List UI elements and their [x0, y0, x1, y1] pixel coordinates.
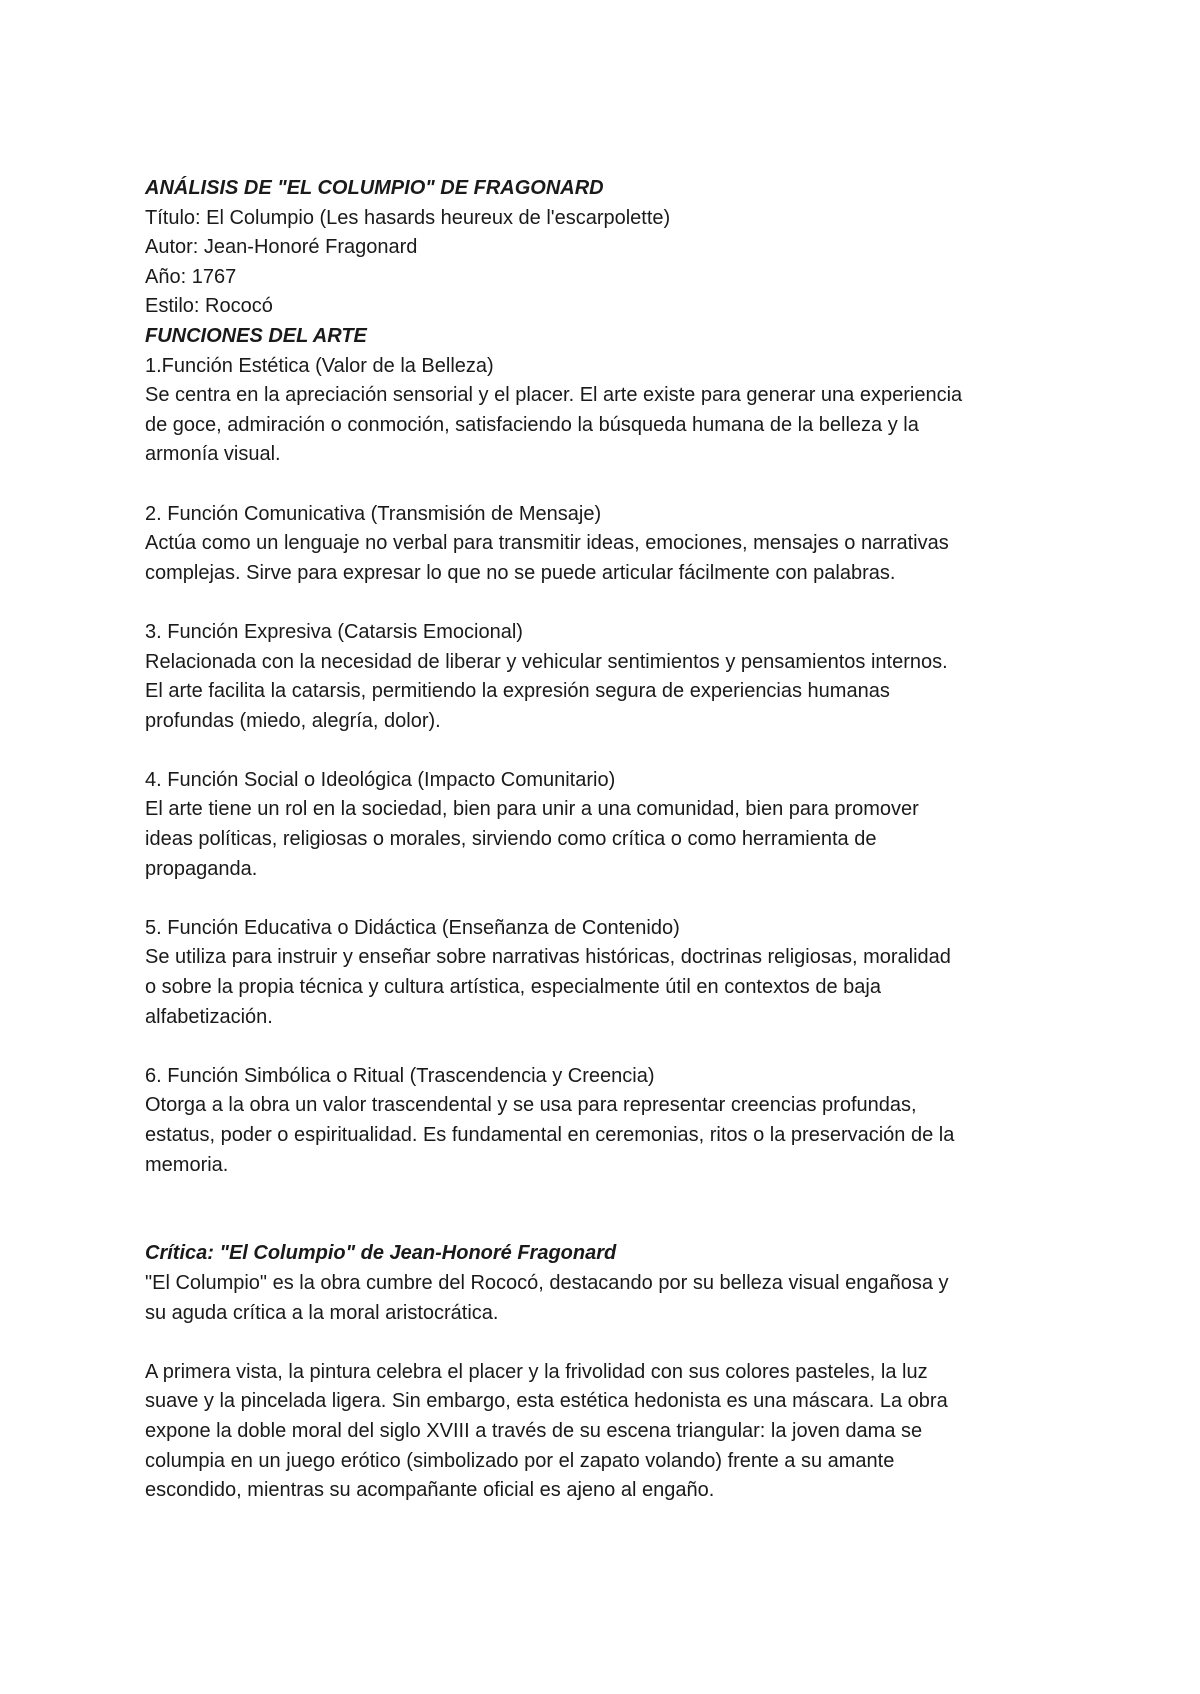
function-text-line: Actúa como un lenguaje no verbal para transmitir ideas, emociones, mensajes o narrativas	[145, 532, 949, 555]
function-text-line: Se centra en la apreciación sensorial y el placer. El arte existe para generar una experiencia	[145, 384, 963, 407]
function-text-line: armonía visual.	[145, 443, 281, 466]
document-body	[145, 174, 1075, 1506]
critique-text-line: suave y la pincelada ligera. Sin embargo, esta estética hedonista es una máscara. La obra	[145, 1390, 948, 1413]
functions-heading: FUNCIONES DEL ARTE	[145, 324, 367, 347]
function-section-3	[145, 618, 1075, 736]
function-section-6	[145, 1062, 1075, 1180]
function-text-line: ideas políticas, religiosas o morales, sirviendo como crítica o como herramienta de	[145, 828, 877, 851]
function-heading: 5. Función Educativa o Didáctica (Enseñanza de Contenido)	[145, 916, 680, 939]
function-heading: 6. Función Simbólica o Ritual (Trascendencia y Creencia)	[145, 1064, 655, 1087]
function-text-line: memoria.	[145, 1153, 229, 1176]
function-text-line: El arte facilita la catarsis, permitiendo la expresión segura de experiencias humanas	[145, 680, 890, 703]
critique-text-line: expone la doble moral del siglo XVIII a través de su escena triangular: la joven dama se	[145, 1419, 923, 1442]
blank-line	[145, 588, 1075, 618]
critique-text-line: A primera vista, la pintura celebra el placer y la frivolidad con sus colores pasteles, la luz	[145, 1360, 928, 1383]
critique-text-line: su aguda crítica a la moral aristocrática.	[145, 1301, 499, 1324]
function-text-line: estatus, poder o espiritualidad. Es fundamental en ceremonias, ritos o la preservación de la	[145, 1124, 955, 1146]
blank-line	[145, 1180, 1075, 1239]
document-title: ANÁLISIS DE "EL COLUMPIO" DE FRAGONARD	[145, 177, 604, 199]
blank-line	[145, 1328, 1075, 1358]
function-text-line: o sobre la propia técnica y cultura artística, especialmente útil en contextos de baja	[145, 976, 881, 999]
function-text-line: Otorga a la obra un valor trascendental y se usa para representar creencias profundas,	[145, 1094, 917, 1117]
function-text-line: profundas (miedo, alegría, dolor).	[145, 709, 441, 732]
blank-line	[145, 1032, 1075, 1062]
function-heading: 1.Función Estética (Valor de la Belleza)	[145, 354, 494, 377]
function-text-line: alfabetización.	[145, 1005, 273, 1028]
info-author: Autor: Jean-Honoré Fragonard	[145, 236, 418, 259]
critique-text-line: "El Columpio" es la obra cumbre del Rococó, destacando por su belleza visual engañosa y	[145, 1271, 949, 1294]
blank-line	[145, 470, 1075, 500]
function-text-line: Se utiliza para instruir y enseñar sobre narrativas históricas, doctrinas religiosas, moralidad	[145, 946, 951, 969]
info-title: Título: El Columpio (Les hasards heureux de l'escarpolette)	[145, 206, 671, 229]
function-section-2	[145, 500, 1075, 589]
critique-text-line: escondido, mientras su acompañante oficial es ajeno al engaño.	[145, 1479, 715, 1502]
function-section-1	[145, 352, 1075, 470]
function-text-line: El arte tiene un rol en la sociedad, bien para unir a una comunidad, bien para promover	[145, 798, 919, 821]
function-section-5	[145, 914, 1075, 1032]
info-year: Año: 1767	[145, 265, 237, 288]
critique-paragraph-1	[145, 1269, 1075, 1328]
artwork-info	[145, 204, 1075, 322]
function-section-4	[145, 766, 1075, 884]
function-text-line: complejas. Sirve para expresar lo que no se puede articular fácilmente con palabras.	[145, 561, 896, 584]
function-text-line: de goce, admiración o conmoción, satisfaciendo la búsqueda humana de la belleza y la	[145, 413, 919, 436]
blank-line	[145, 736, 1075, 766]
function-text-line: Relacionada con la necesidad de liberar y vehicular sentimientos y pensamientos internos.	[145, 650, 948, 673]
blank-line	[145, 884, 1075, 914]
function-text-line: propaganda.	[145, 857, 258, 880]
info-style: Estilo: Rococó	[145, 295, 273, 318]
function-heading: 3. Función Expresiva (Catarsis Emocional)	[145, 620, 523, 643]
function-heading: 2. Función Comunicativa (Transmisión de Mensaje)	[145, 502, 602, 525]
function-heading: 4. Función Social o Ideológica (Impacto Comunitario)	[145, 768, 616, 791]
critique-paragraph-2	[145, 1358, 1075, 1506]
critique-text-line: columpia en un juego erótico (simbolizado por el zapato volando) frente a su amante	[145, 1449, 895, 1472]
critique-heading: Crítica: "El Columpio" de Jean-Honoré Fragonard	[145, 1242, 617, 1265]
